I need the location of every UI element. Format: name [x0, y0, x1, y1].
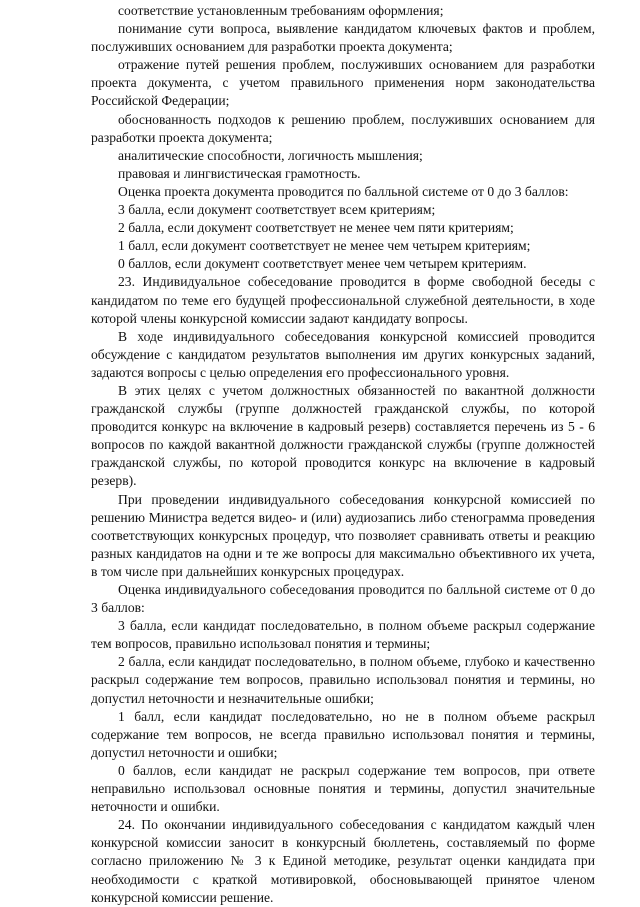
document-body — [91, 2, 595, 907]
paragraph: 1 балл, если документ соответствует не менее чем четырем критериям; — [118, 238, 531, 254]
paragraph: 23. Индивидуальное собеседование проводится в форме свободной беседы с кандидатом по теме его будущей профессиональной служебной деятельности, в ходе которой члены конкурсной комиссии задают кандидату вопросы. — [91, 274, 595, 326]
paragraph: Оценка индивидуального собеседования проводится по балльной системе от 0 до 3 баллов: — [91, 582, 595, 616]
paragraph: 0 баллов, если кандидат не раскрыл содержание тем вопросов, при ответе неправильно использовал основные понятия и термины, допустил значительные неточности и ошибки. — [91, 762, 595, 815]
paragraph: 24. По окончании индивидуального собеседования с кандидатом каждый член конкурсной комиссии заносит в конкурсный бюллетень, составляемый по форме согласно приложению № 3 к Единой методике, результат оценки кандидата при необходимости с краткой мотивировкой, обосновывающей принятое членом конкурсной комиссии решение. — [91, 817, 595, 905]
paragraph: отражение путей решения проблем, послуживших основанием для разработки проекта документа, с учетом правильного применения норм законодательства Российской Федерации; — [91, 57, 595, 109]
paragraph: обоснованность подходов к решению проблем, послуживших основанием для разработки проекта документа; — [91, 111, 595, 145]
paragraph: В ходе индивидуального собеседования конкурсной комиссией проводится обсуждение с кандидатом результатов выполнения им других конкурсных заданий, задаются вопросы с целью определения его профессионального уровня. — [91, 328, 595, 380]
paragraph: 3 балла, если документ соответствует всем критериям; — [118, 202, 436, 218]
paragraph: 3 балла, если кандидат последовательно, в полном объеме раскрыл содержание тем вопросов, правильно использовал понятия и термины; — [91, 618, 595, 652]
paragraph: соответствие установленным требованиям оформления; — [118, 3, 444, 18]
paragraph: 2 балла, если документ соответствует не менее чем пяти критериям; — [118, 220, 514, 236]
paragraph: 1 балл, если кандидат последовательно, но не в полном объеме раскрыл содержание тем вопросов, не всегда правильно использовал понятия и термины, допустил неточности и ошибки; — [91, 708, 595, 760]
paragraph: правовая и лингвистическая грамотность. — [118, 165, 361, 181]
paragraph: Оценка проекта документа проводится по балльной системе от 0 до 3 баллов: — [118, 183, 569, 199]
paragraph: 0 баллов, если документ соответствует менее чем четырем критериям. — [118, 256, 527, 272]
paragraph: В этих целях с учетом должностных обязанностей по вакантной должности гражданской службы (группе должностей гражданской службы, по которой проводится конкурс на включение в кадровый резерв) составляется перечень из 5 - 6 вопросов по каждой вакантной должности гражданской службы (группе должностей гражданской службы, по которой проводится конкурс на включение в кадровый резерв). — [91, 382, 595, 489]
paragraph: аналитические способности, логичность мышления; — [118, 147, 423, 163]
paragraph: понимание сути вопроса, выявление кандидатом ключевых фактов и проблем, послуживших основанием для разработки проекта документа; — [91, 21, 595, 55]
paragraph: 2 балла, если кандидат последовательно, в полном объеме, глубоко и качественно раскрыл содержание тем вопросов, правильно использовал понятия и термины, но допустил неточности и незначительные ошибки; — [91, 654, 595, 706]
paragraph: При проведении индивидуального собеседования конкурсной комиссией по решению Министра ведется видео- и (или) аудиозапись либо стенограмма проведения соответствующих конкурсных процедур, что позволяет сравнивать ответы и реакцию разных кандидатов на одни и те же вопросы для максимально объективного их учета, в том числе при дальнейших конкурсных процедурах. — [91, 491, 595, 579]
